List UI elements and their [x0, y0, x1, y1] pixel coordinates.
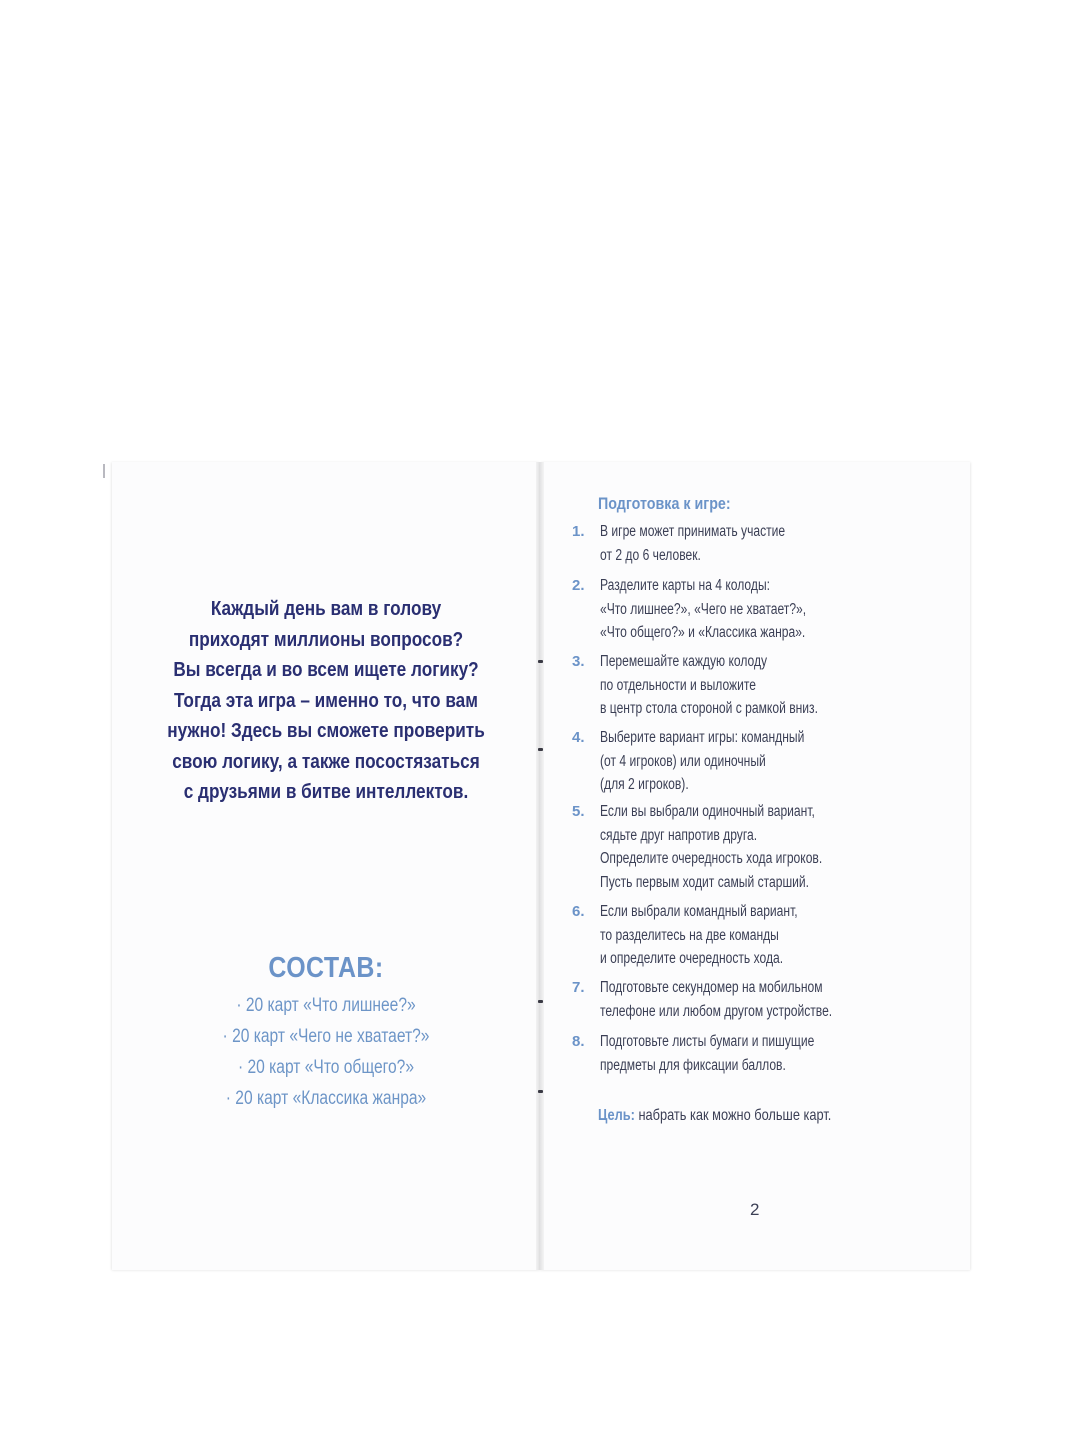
step-line: предметы для фиксации баллов.: [600, 1056, 786, 1074]
prep-title: Подготовка к игре:: [598, 494, 731, 513]
step-line: «Что лишнее?», «Чего не хватает?»,: [600, 600, 807, 618]
step-line: Определите очередность хода игроков.: [600, 850, 823, 867]
intro-line: приходят миллионы вопросов?: [188, 628, 464, 651]
step-line: то разделитесь на две команды: [600, 926, 779, 944]
staple: [538, 1000, 543, 1003]
step-line: Если вы выбрали одиночный вариант,: [600, 803, 815, 820]
step-line: телефоне или любом другом устройстве.: [600, 1002, 833, 1020]
steps-list: [540, 462, 970, 1270]
step-number: 2.: [572, 577, 585, 594]
page-number: 2: [750, 1200, 760, 1219]
step-number: 8.: [572, 1033, 585, 1050]
staple: [538, 660, 543, 663]
step-number: 1.: [572, 523, 585, 540]
step-line: от 2 до 6 человек.: [600, 546, 701, 564]
step-text: [600, 520, 785, 567]
staple: [538, 1090, 543, 1093]
intro-line: Каждый день вам в голову: [210, 598, 442, 620]
step-line: (для 2 игроков).: [600, 776, 689, 793]
goal-line: [598, 1107, 831, 1125]
step-line: Подготовьте секундомер на мобильном: [600, 979, 823, 996]
intro-line: Тогда эта игра – именно то, что вам: [174, 689, 478, 712]
step-text: [600, 800, 822, 894]
booklet-edge-mark: [103, 464, 105, 478]
step-line: в центр стола стороной с рамкой вниз.: [600, 700, 818, 717]
composition-item: · 20 карт «Что общего?»: [237, 1057, 415, 1078]
step-text: [600, 976, 832, 1023]
step-line: Выберите вариант игры: командный: [600, 729, 805, 746]
intro-line: нужно! Здесь вы сможете проверить: [167, 720, 485, 742]
composition-item: · 20 карт «Что лишнее?»: [236, 995, 416, 1016]
intro-line: с друзьями в битве интеллектов.: [183, 781, 469, 803]
step-line: В игре может принимать участие: [600, 523, 786, 540]
booklet-spine: [536, 462, 544, 1270]
step-text: [600, 1030, 814, 1077]
step-line: и определите очередность хода.: [600, 950, 784, 967]
left-page: [112, 462, 540, 1270]
goal-label: Цель:: [598, 1107, 635, 1124]
intro-line: Вы всегда и во всем ищете логику?: [173, 659, 479, 681]
composition-item: · 20 карт «Чего не хватает?»: [222, 1026, 430, 1047]
goal-text: набрать как можно больше карт.: [634, 1107, 832, 1124]
step-text: [600, 574, 806, 645]
step-line: сядьте друг напротив друга.: [600, 826, 758, 844]
step-text: [600, 650, 818, 721]
step-number: 7.: [572, 979, 585, 996]
booklet: [112, 462, 970, 1270]
step-number: 6.: [572, 903, 585, 920]
right-page: [540, 462, 970, 1270]
step-line: (от 4 игроков) или одиночный: [600, 752, 766, 770]
step-text: [600, 726, 804, 797]
step-line: «Что общего?» и «Классика жанра».: [600, 624, 806, 641]
composition-list: [151, 990, 502, 1114]
staple: [538, 748, 543, 751]
intro-line: свою логику, а также посостязаться: [172, 750, 480, 773]
step-line: Подготовьте листы бумаги и пишущие: [600, 1033, 815, 1050]
step-line: Разделите карты на 4 колоды:: [600, 577, 771, 594]
step-line: Перемешайте каждую колоду: [600, 653, 768, 670]
composition-title: СОСТАВ:: [268, 952, 384, 984]
intro-paragraph: [142, 594, 510, 808]
composition-item: · 20 карт «Классика жанра»: [225, 1088, 427, 1109]
step-number: 5.: [572, 803, 585, 820]
step-line: Пусть первым ходит самый старший.: [600, 873, 810, 891]
step-number: 3.: [572, 653, 585, 670]
step-number: 4.: [572, 729, 585, 746]
step-text: [600, 900, 798, 971]
step-line: по отдельности и выложите: [600, 676, 757, 694]
step-line: Если выбрали командный вариант,: [600, 903, 798, 920]
